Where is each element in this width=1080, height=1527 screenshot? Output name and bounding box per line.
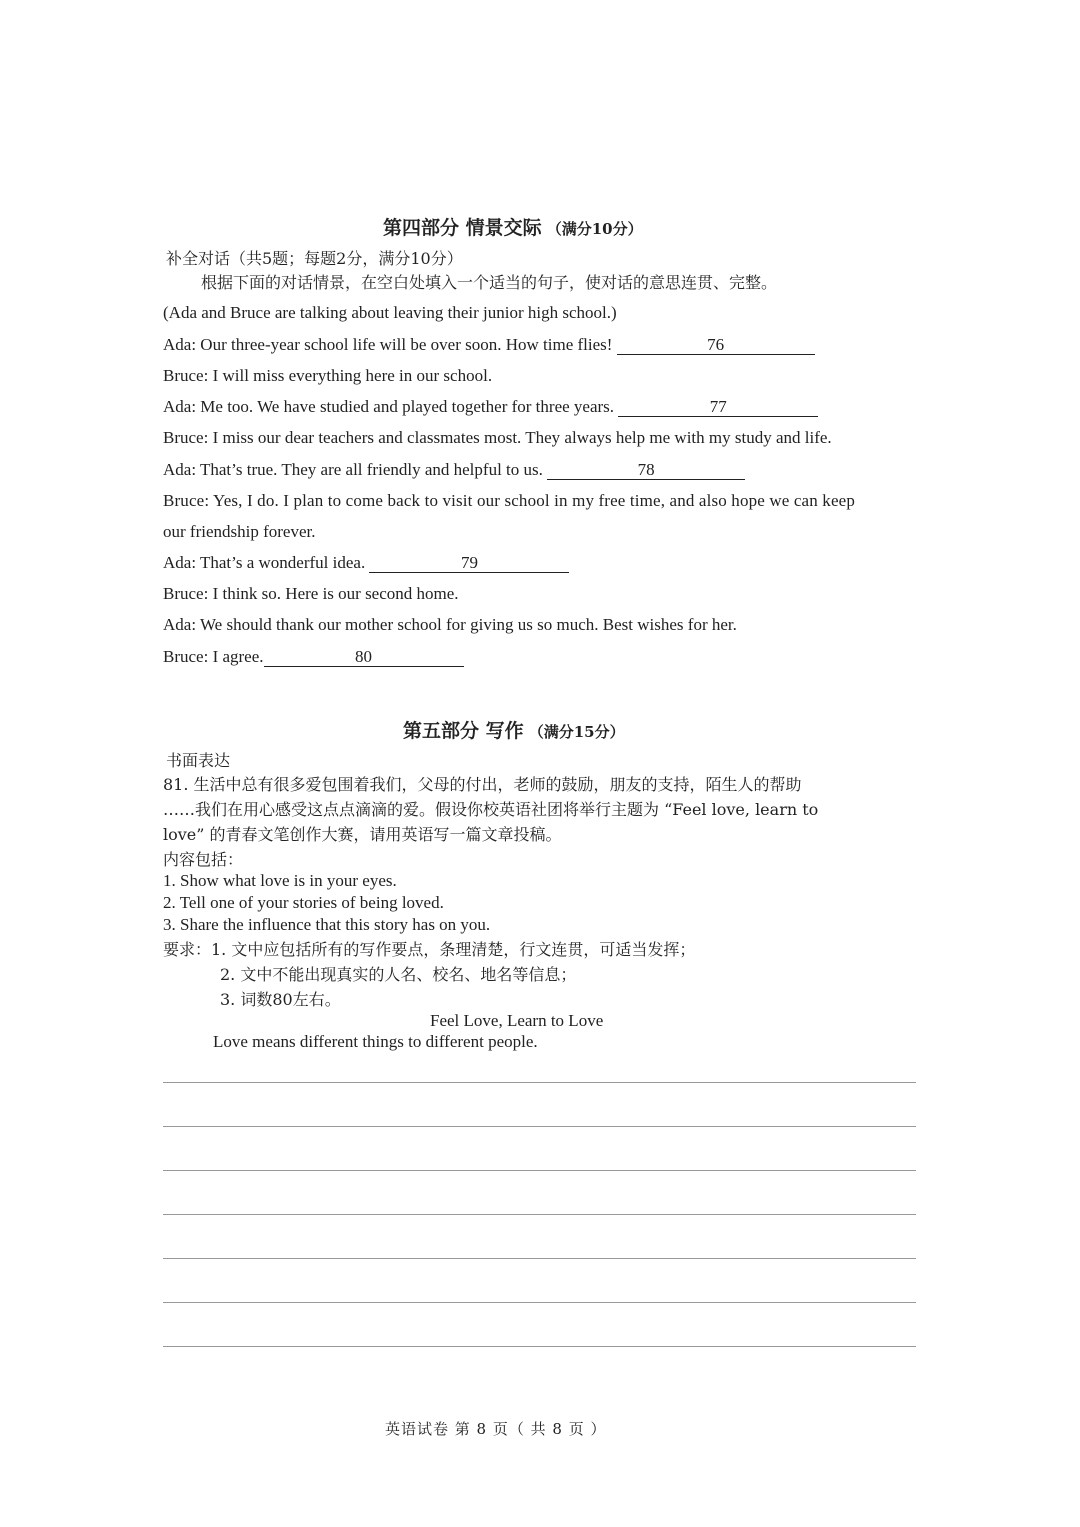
section5-score: （满分15分） — [528, 723, 625, 741]
dialogue-line — [163, 335, 815, 355]
dialogue-text: Ada: Me too. We have studied and played together for three years. — [163, 397, 619, 416]
answer-blank-80[interactable]: 80 — [264, 647, 464, 667]
dialogue-line: Bruce: I will miss everything here in our school. — [163, 366, 493, 385]
section5-title: 第五部分 写作 — [403, 720, 524, 742]
answer-blank-78[interactable]: 78 — [547, 460, 745, 480]
dialogue-line: Ada: We should thank our mother school for giving us so much. Best wishes for her. — [163, 615, 737, 634]
requirement-item: 3. 词数80左右。 — [220, 990, 341, 1009]
dialogue-line: Bruce: Yes, I do. I plan to come back to visit our school in my free time, and also hope we can keep — [163, 491, 855, 510]
section4-score: （满分10分） — [546, 220, 643, 238]
requirement-item: 要求：1. 文中应包括所有的写作要点，条理清楚，行文连贯，可适当发挥； — [163, 940, 696, 959]
dialogue-line — [163, 553, 569, 573]
dialogue-line: Bruce: I miss our dear teachers and classmates most. They always help me with my study and life. — [163, 428, 832, 447]
writing-line[interactable] — [163, 1126, 916, 1127]
content-item: 1. Show what love is in your eyes. — [163, 871, 397, 890]
dialogue-line — [163, 460, 745, 480]
answer-blank-79[interactable]: 79 — [369, 553, 569, 573]
writing-line[interactable] — [163, 1346, 916, 1347]
dialogue-text: Ada: Our three-year school life will be over soon. How time flies! — [163, 335, 617, 354]
page-footer: 英语试卷 第 8 页（ 共 8 页 ） — [385, 1420, 607, 1438]
content-label: 内容包括： — [163, 850, 244, 869]
dialogue-line — [163, 647, 464, 667]
section5-heading — [403, 716, 625, 743]
writing-line[interactable] — [163, 1258, 916, 1259]
dialogue-text: Ada: That’s true. They are all friendly and helpful to us. — [163, 460, 548, 479]
section5-subtitle: 书面表达 — [166, 751, 231, 770]
writing-line[interactable] — [163, 1302, 916, 1303]
content-item: 2. Tell one of your stories of being loved. — [163, 893, 444, 912]
dialogue-line: Bruce: I think so. Here is our second home. — [163, 584, 459, 603]
answer-blank-77[interactable]: 77 — [618, 397, 818, 417]
dialogue-text: Bruce: I agree. — [163, 647, 264, 666]
content-item: 3. Share the influence that this story has on you. — [163, 915, 491, 934]
dialogue-text: Ada: That’s a wonderful idea. — [163, 553, 370, 572]
section4-subtitle: 补全对话（共5题；每题2分，满分10分） — [166, 249, 463, 268]
writing-prompt-line: love” 的青春文笔创作大赛，请用英语写一篇文章投稿。 — [163, 825, 562, 844]
dialogue-context: (Ada and Bruce are talking about leaving their junior high school.) — [163, 303, 617, 322]
essay-title: Feel Love, Learn to Love — [430, 1011, 604, 1030]
writing-line[interactable] — [163, 1214, 916, 1215]
writing-prompt-line: 81. 生活中总有很多爱包围着我们，父母的付出，老师的鼓励，朋友的支持，陌生人的帮助 — [163, 775, 802, 794]
essay-start: Love means different things to different people. — [213, 1032, 538, 1051]
answer-blank-76[interactable]: 76 — [617, 335, 815, 355]
dialogue-line — [163, 397, 818, 417]
section4-title: 第四部分 情景交际 — [383, 217, 542, 239]
writing-prompt-line: ……我们在用心感受这点点滴滴的爱。假设你校英语社团将举行主题为 “Feel love, learn to — [163, 800, 819, 819]
section4-instruction: 根据下面的对话情景，在空白处填入一个适当的句子，使对话的意思连贯、完整。 — [201, 273, 778, 292]
section4-heading — [383, 213, 643, 240]
writing-line[interactable] — [163, 1170, 916, 1171]
requirement-item: 2. 文中不能出现真实的人名、校名、地名等信息； — [220, 965, 577, 984]
dialogue-line: our friendship forever. — [163, 522, 316, 541]
writing-line[interactable] — [163, 1082, 916, 1083]
